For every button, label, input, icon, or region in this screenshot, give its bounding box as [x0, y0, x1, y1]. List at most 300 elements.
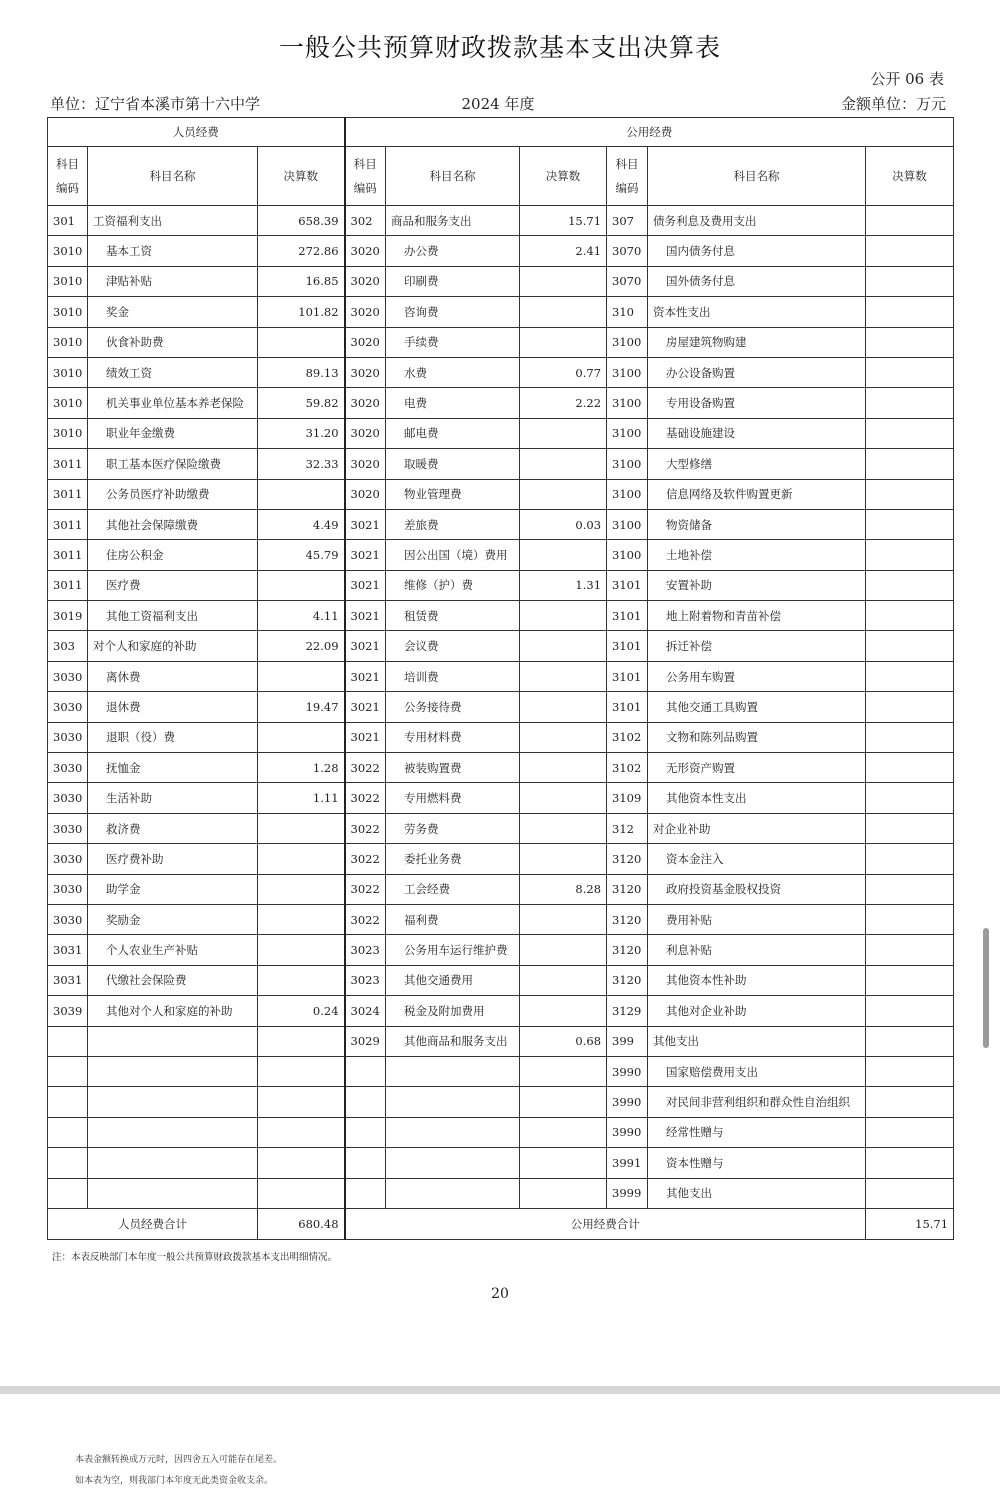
subject-code: 3990	[607, 1087, 648, 1117]
final-amount	[258, 1087, 345, 1117]
subject-name: 专用燃料费	[386, 783, 520, 813]
subject-code: 3120	[607, 874, 648, 904]
subject-code: 3020	[345, 236, 386, 266]
final-amount	[520, 1056, 607, 1086]
subject-code: 3022	[345, 904, 386, 934]
header-name: 科目名称	[386, 147, 520, 206]
final-amount	[866, 631, 954, 661]
subject-name: 水费	[386, 357, 520, 387]
final-amount	[866, 1117, 954, 1147]
final-amount	[866, 965, 954, 995]
final-amount	[866, 479, 954, 509]
final-amount: 15.71	[520, 206, 607, 236]
table-row	[48, 1117, 954, 1147]
table-row	[48, 357, 954, 387]
subject-name: 其他资本性补助	[648, 965, 866, 995]
subject-name: 津贴补贴	[88, 266, 258, 296]
final-amount	[258, 570, 345, 600]
subject-name: 债务利息及费用支出	[648, 206, 866, 236]
subject-name	[88, 1148, 258, 1178]
subject-name: 伙食补助费	[88, 327, 258, 357]
subject-code: 3023	[345, 935, 386, 965]
subject-code	[48, 1117, 88, 1147]
subject-code: 3010	[48, 357, 88, 387]
header-amount: 决算数	[258, 147, 345, 206]
subject-code: 3021	[345, 631, 386, 661]
subject-name: 大型修缮	[648, 449, 866, 479]
final-amount	[866, 1026, 954, 1056]
subject-name: 电费	[386, 388, 520, 418]
subject-name: 其他支出	[648, 1178, 866, 1208]
final-amount: 32.33	[258, 449, 345, 479]
subject-code: 3021	[345, 540, 386, 570]
subject-code: 3030	[48, 783, 88, 813]
subject-code: 3030	[48, 722, 88, 752]
subject-name: 土地补偿	[648, 540, 866, 570]
subject-code: 3101	[607, 601, 648, 631]
subject-code: 3011	[48, 570, 88, 600]
subject-name: 印刷费	[386, 266, 520, 296]
subject-code	[345, 1117, 386, 1147]
final-amount	[520, 692, 607, 722]
final-amount: 101.82	[258, 297, 345, 327]
subject-name: 拆迁补偿	[648, 631, 866, 661]
subject-name: 代缴社会保险费	[88, 965, 258, 995]
final-amount	[520, 479, 607, 509]
final-amount	[866, 1148, 954, 1178]
subject-code: 307	[607, 206, 648, 236]
subject-code: 3010	[48, 266, 88, 296]
final-amount: 45.79	[258, 540, 345, 570]
subject-name: 机关事业单位基本养老保险	[88, 388, 258, 418]
final-amount	[520, 449, 607, 479]
subject-code: 3021	[345, 601, 386, 631]
table-note: 注：本表反映部门本年度一般公共预算财政拨款基本支出明细情况。	[52, 1252, 338, 1263]
final-amount	[258, 1148, 345, 1178]
final-amount	[866, 601, 954, 631]
table-row	[48, 631, 954, 661]
final-amount	[866, 813, 954, 843]
subject-name: 费用补贴	[648, 904, 866, 934]
header-amount: 决算数	[866, 147, 954, 206]
final-amount: 22.09	[258, 631, 345, 661]
subject-code: 3100	[607, 540, 648, 570]
final-amount	[866, 935, 954, 965]
final-amount	[866, 753, 954, 783]
personnel-total-label: 人员经费合计	[48, 1208, 258, 1239]
subject-name: 退职（役）费	[88, 722, 258, 752]
subject-code: 3010	[48, 388, 88, 418]
subject-name: 维修（护）费	[386, 570, 520, 600]
subject-code: 3024	[345, 996, 386, 1026]
subject-code: 3029	[345, 1026, 386, 1056]
subject-code: 3120	[607, 935, 648, 965]
final-amount: 1.31	[520, 570, 607, 600]
subject-name	[386, 1117, 520, 1147]
subject-code: 303	[48, 631, 88, 661]
footnote-empty: 如本表为空，则我部门本年度无此类资金收支余。	[75, 1476, 274, 1486]
subject-code: 3030	[48, 753, 88, 783]
subject-name: 政府投资基金股权投资	[648, 874, 866, 904]
subject-code: 3011	[48, 449, 88, 479]
final-amount	[258, 1056, 345, 1086]
final-amount: 59.82	[258, 388, 345, 418]
table-row	[48, 236, 954, 266]
subject-name: 物业管理费	[386, 479, 520, 509]
subject-name	[88, 1056, 258, 1086]
subject-code	[48, 1148, 88, 1178]
final-amount	[520, 418, 607, 448]
subject-name: 离休费	[88, 661, 258, 691]
final-amount: 4.11	[258, 601, 345, 631]
subject-code: 3020	[345, 479, 386, 509]
table-row	[48, 388, 954, 418]
fiscal-year: 2024 年度	[461, 95, 535, 113]
subject-name: 其他支出	[648, 1026, 866, 1056]
unit-label: 单位：辽宁省本溪市第十六中学	[50, 95, 261, 113]
final-amount	[520, 631, 607, 661]
subject-name: 办公费	[386, 236, 520, 266]
subject-name: 专用设备购置	[648, 388, 866, 418]
subject-code: 3100	[607, 449, 648, 479]
final-amount	[520, 813, 607, 843]
subject-code: 3031	[48, 965, 88, 995]
final-amount: 0.03	[520, 509, 607, 539]
subject-name: 对个人和家庭的补助	[88, 631, 258, 661]
subject-name: 其他对企业补助	[648, 996, 866, 1026]
table-row	[48, 570, 954, 600]
subject-name: 公务用车运行维护费	[386, 935, 520, 965]
scrollbar-thumb[interactable]	[983, 928, 989, 1048]
subject-name: 医疗费补助	[88, 844, 258, 874]
table-row	[48, 297, 954, 327]
subject-code: 3022	[345, 783, 386, 813]
subject-code: 302	[345, 206, 386, 236]
subject-name: 无形资产购置	[648, 753, 866, 783]
subject-code: 3120	[607, 965, 648, 995]
subject-name: 生活补助	[88, 783, 258, 813]
subject-name: 手续费	[386, 327, 520, 357]
final-amount	[258, 935, 345, 965]
subject-code: 3120	[607, 904, 648, 934]
subject-name: 其他交通费用	[386, 965, 520, 995]
subject-code: 3030	[48, 874, 88, 904]
subject-code: 3990	[607, 1117, 648, 1147]
subject-name: 福利费	[386, 904, 520, 934]
table-row	[48, 753, 954, 783]
subject-name: 其他资本性支出	[648, 783, 866, 813]
subject-name: 工资福利支出	[88, 206, 258, 236]
subject-code: 3011	[48, 479, 88, 509]
subject-code	[345, 1178, 386, 1208]
subject-code: 312	[607, 813, 648, 843]
table-row	[48, 1178, 954, 1208]
subject-name: 对民间非营利组织和群众性自治组织	[648, 1087, 866, 1117]
final-amount	[866, 297, 954, 327]
final-amount	[520, 996, 607, 1026]
final-amount: 16.85	[258, 266, 345, 296]
final-amount	[866, 206, 954, 236]
subject-code: 3011	[48, 540, 88, 570]
subject-name: 基本工资	[88, 236, 258, 266]
final-amount: 19.47	[258, 692, 345, 722]
personnel-total-value: 680.48	[258, 1208, 345, 1239]
table-row	[48, 935, 954, 965]
subject-name: 其他社会保障缴费	[88, 509, 258, 539]
subject-code: 3021	[345, 692, 386, 722]
column-header-row	[48, 147, 954, 206]
final-amount: 1.11	[258, 783, 345, 813]
subject-code: 3990	[607, 1056, 648, 1086]
final-amount: 1.28	[258, 753, 345, 783]
subject-name: 租赁费	[386, 601, 520, 631]
final-amount	[258, 722, 345, 752]
final-amount	[866, 418, 954, 448]
subject-name: 国家赔偿费用支出	[648, 1056, 866, 1086]
subject-name	[88, 1117, 258, 1147]
subject-name: 被装购置费	[386, 753, 520, 783]
table-row	[48, 449, 954, 479]
subject-code: 3101	[607, 631, 648, 661]
subject-name: 工会经费	[386, 874, 520, 904]
subject-code: 3020	[345, 297, 386, 327]
table-row	[48, 540, 954, 570]
subject-code: 3011	[48, 509, 88, 539]
subject-name: 物资储备	[648, 509, 866, 539]
final-amount	[866, 540, 954, 570]
subject-code: 3022	[345, 813, 386, 843]
subject-code: 3070	[607, 266, 648, 296]
group-header-row	[48, 118, 954, 147]
subject-code: 3100	[607, 357, 648, 387]
final-amount	[258, 813, 345, 843]
final-amount	[866, 236, 954, 266]
final-amount: 0.68	[520, 1026, 607, 1056]
final-amount	[258, 327, 345, 357]
final-amount	[866, 904, 954, 934]
table-row	[48, 996, 954, 1026]
final-amount	[258, 904, 345, 934]
final-amount	[866, 692, 954, 722]
page-title: 一般公共预算财政拨款基本支出决算表	[278, 33, 721, 62]
amount-unit: 金额单位：万元	[840, 95, 946, 113]
table-row	[48, 1148, 954, 1178]
final-amount	[258, 661, 345, 691]
subject-code: 3030	[48, 813, 88, 843]
subject-name	[88, 1026, 258, 1056]
final-amount	[866, 327, 954, 357]
subject-code: 3022	[345, 753, 386, 783]
subject-name: 房屋建筑物购建	[648, 327, 866, 357]
final-amount	[258, 874, 345, 904]
table-row	[48, 813, 954, 843]
final-amount: 4.49	[258, 509, 345, 539]
final-amount	[520, 1178, 607, 1208]
subject-name: 奖金	[88, 297, 258, 327]
final-amount	[866, 1087, 954, 1117]
subject-code: 3019	[48, 601, 88, 631]
subject-code	[345, 1056, 386, 1086]
subject-code: 3030	[48, 692, 88, 722]
subject-name: 办公设备购置	[648, 357, 866, 387]
subject-name: 基础设施建设	[648, 418, 866, 448]
subject-code	[345, 1148, 386, 1178]
final-amount	[258, 844, 345, 874]
subject-name: 信息网络及软件购置更新	[648, 479, 866, 509]
subject-code: 3022	[345, 844, 386, 874]
subject-name: 安置补助	[648, 570, 866, 600]
subject-name: 劳务费	[386, 813, 520, 843]
final-amount	[866, 1178, 954, 1208]
subject-name: 医疗费	[88, 570, 258, 600]
final-amount	[520, 935, 607, 965]
subject-name: 差旅费	[386, 509, 520, 539]
table-row	[48, 965, 954, 995]
subject-code: 301	[48, 206, 88, 236]
final-amount	[258, 1178, 345, 1208]
final-amount	[520, 540, 607, 570]
subject-name: 救济费	[88, 813, 258, 843]
subject-code	[345, 1087, 386, 1117]
subject-code: 3101	[607, 692, 648, 722]
subject-name: 专用材料费	[386, 722, 520, 752]
subject-code: 3030	[48, 661, 88, 691]
final-amount	[866, 783, 954, 813]
table-row	[48, 1087, 954, 1117]
subject-code: 3023	[345, 965, 386, 995]
subject-code: 3109	[607, 783, 648, 813]
final-amount: 658.39	[258, 206, 345, 236]
header-name: 科目名称	[648, 147, 866, 206]
subject-code: 3100	[607, 388, 648, 418]
final-amount	[520, 601, 607, 631]
subject-name: 资本金注入	[648, 844, 866, 874]
subject-code	[48, 1178, 88, 1208]
final-amount	[520, 753, 607, 783]
subject-code: 3120	[607, 844, 648, 874]
subject-code: 3100	[607, 327, 648, 357]
totals-row	[48, 1208, 954, 1239]
final-amount	[866, 449, 954, 479]
table-row	[48, 327, 954, 357]
table-row	[48, 601, 954, 631]
subject-code: 3129	[607, 996, 648, 1026]
subject-name: 咨询费	[386, 297, 520, 327]
header-name: 科目名称	[88, 147, 258, 206]
subject-name: 职工基本医疗保险缴费	[88, 449, 258, 479]
final-amount	[520, 1117, 607, 1147]
footnote-rounding: 本表金额转换成万元时，因四舍五入可能存在尾差。	[75, 1455, 283, 1465]
final-amount	[258, 1117, 345, 1147]
subject-name: 邮电费	[386, 418, 520, 448]
public-total-value: 15.71	[866, 1208, 954, 1239]
table-row	[48, 874, 954, 904]
subject-name: 取暖费	[386, 449, 520, 479]
subject-name: 绩效工资	[88, 357, 258, 387]
final-amount	[520, 965, 607, 995]
table-row	[48, 783, 954, 813]
final-amount	[866, 1056, 954, 1086]
subject-code: 3010	[48, 418, 88, 448]
subject-name: 会议费	[386, 631, 520, 661]
final-amount	[866, 844, 954, 874]
subject-name: 职业年金缴费	[88, 418, 258, 448]
final-amount	[866, 509, 954, 539]
subject-name: 助学金	[88, 874, 258, 904]
subject-name: 其他商品和服务支出	[386, 1026, 520, 1056]
final-amount	[866, 388, 954, 418]
final-amount	[258, 965, 345, 995]
subject-code	[48, 1087, 88, 1117]
table-row	[48, 1026, 954, 1056]
subject-code: 3020	[345, 357, 386, 387]
subject-code: 399	[607, 1026, 648, 1056]
subject-name: 公务员医疗补助缴费	[88, 479, 258, 509]
subject-code	[48, 1026, 88, 1056]
header-code: 科目 编码	[48, 147, 88, 206]
subject-code: 310	[607, 297, 648, 327]
subject-name	[88, 1178, 258, 1208]
expenditure-table	[47, 117, 954, 1240]
group-personnel: 人员经费	[48, 118, 345, 147]
subject-code: 3020	[345, 388, 386, 418]
subject-code: 3991	[607, 1148, 648, 1178]
subject-name: 因公出国（境）费用	[386, 540, 520, 570]
subject-code: 3102	[607, 722, 648, 752]
subject-code: 3100	[607, 479, 648, 509]
public-total-label: 公用经费合计	[345, 1208, 866, 1239]
subject-code: 3010	[48, 327, 88, 357]
subject-name: 文物和陈列品购置	[648, 722, 866, 752]
table-row	[48, 479, 954, 509]
final-amount	[520, 327, 607, 357]
subject-name: 商品和服务支出	[386, 206, 520, 236]
subject-code: 3020	[345, 449, 386, 479]
subject-code: 3100	[607, 509, 648, 539]
subject-name: 其他交通工具购置	[648, 692, 866, 722]
subject-code	[48, 1056, 88, 1086]
page-separator	[0, 1386, 1000, 1394]
table-row	[48, 844, 954, 874]
subject-name: 其他工资福利支出	[88, 601, 258, 631]
subject-name: 委托业务费	[386, 844, 520, 874]
final-amount: 0.24	[258, 996, 345, 1026]
subject-name: 个人农业生产补贴	[88, 935, 258, 965]
subject-name: 其他对个人和家庭的补助	[88, 996, 258, 1026]
table-number: 公开 06 表	[870, 70, 944, 88]
subject-code: 3010	[48, 236, 88, 266]
subject-name: 国外债务付息	[648, 266, 866, 296]
final-amount	[520, 1148, 607, 1178]
subject-code: 3021	[345, 722, 386, 752]
subject-code: 3010	[48, 297, 88, 327]
table-row	[48, 206, 954, 236]
table-row	[48, 509, 954, 539]
final-amount: 89.13	[258, 357, 345, 387]
subject-name: 奖励金	[88, 904, 258, 934]
table-row	[48, 904, 954, 934]
final-amount	[520, 904, 607, 934]
final-amount	[258, 479, 345, 509]
subject-name: 公务用车购置	[648, 661, 866, 691]
final-amount	[866, 357, 954, 387]
subject-code: 3999	[607, 1178, 648, 1208]
subject-name	[88, 1087, 258, 1117]
table-row	[48, 266, 954, 296]
final-amount	[866, 874, 954, 904]
subject-name: 经常性赠与	[648, 1117, 866, 1147]
final-amount	[866, 570, 954, 600]
